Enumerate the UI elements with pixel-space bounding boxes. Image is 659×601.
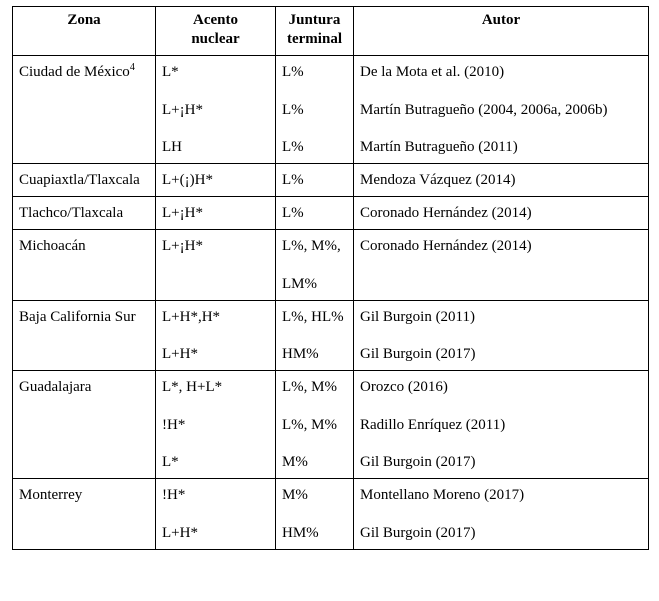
zona-text	[19, 307, 151, 345]
zona-text	[19, 485, 151, 523]
autor-line: Gil Burgoin (2017)	[360, 454, 476, 470]
acento-line: L+H*,H*	[162, 308, 221, 325]
acento-cell	[156, 300, 276, 371]
acento-line: !H*	[162, 416, 186, 433]
zona-label: Tlachco/Tlaxcala	[19, 205, 124, 221]
table-row	[13, 371, 649, 479]
zona-label: Guadalajara	[19, 379, 92, 395]
autor-cell	[354, 300, 649, 371]
autor-line: Mendoza Vázquez (2014)	[360, 172, 516, 188]
autor-line: Coronado Hernández (2014)	[360, 238, 532, 254]
header-acento-line-2: nuclear	[191, 31, 240, 47]
table-row	[13, 56, 649, 164]
zona-cell	[13, 197, 156, 230]
acento-line: L+¡H*	[162, 101, 203, 118]
autor-line: Gil Burgoin (2017)	[360, 346, 476, 362]
table-row	[13, 197, 649, 230]
zona-cell	[13, 164, 156, 197]
autor-line: Gil Burgoin (2017)	[360, 524, 476, 541]
acento-cell	[156, 56, 276, 164]
juntura-line: L%, HL%	[282, 308, 344, 325]
autor-line: Martín Butragueño (2011)	[360, 139, 518, 155]
autor-line: Montellano Moreno (2017)	[360, 487, 525, 503]
acento-cell	[156, 197, 276, 230]
autor-cell	[354, 197, 649, 230]
zona-label: Monterrey	[19, 487, 83, 503]
acento-line: L*, H+L*	[162, 379, 223, 395]
zona-label: Michoacán	[19, 238, 86, 254]
juntura-cell	[276, 371, 354, 479]
zona-cell	[13, 371, 156, 479]
acento-line: L+H*	[162, 524, 198, 541]
juntura-cell	[276, 300, 354, 371]
acento-cell	[156, 479, 276, 550]
autor-line: Gil Burgoin (2011)	[360, 308, 475, 325]
juntura-line: L%	[282, 101, 304, 118]
table-row	[13, 164, 649, 197]
header-autor: Autor	[354, 7, 649, 56]
table-body	[13, 56, 649, 550]
autor-line: Martín Butragueño (2004, 2006a, 2006b)	[360, 101, 608, 118]
acento-line: LH	[162, 139, 182, 155]
juntura-line: L%, M%	[282, 379, 337, 395]
zona-text	[19, 236, 151, 274]
zona-text	[19, 62, 151, 100]
acento-line: L+(¡)H*	[162, 172, 213, 188]
zona-text	[19, 377, 151, 415]
acento-cell	[156, 371, 276, 479]
autor-cell	[354, 479, 649, 550]
zona-cell	[13, 56, 156, 164]
juntura-line: M%	[282, 487, 308, 503]
zona-label: Baja California Sur	[19, 308, 136, 325]
acento-line: L+¡H*	[162, 205, 203, 221]
autor-line: De la Mota et al. (2010)	[360, 64, 505, 80]
acento-line: L+¡H*	[162, 238, 203, 254]
juntura-line: L%	[282, 205, 304, 221]
juntura-line: LM%	[282, 275, 317, 292]
zona-cell	[13, 230, 156, 301]
header-acento-line-1: Acento	[193, 12, 238, 28]
juntura-line: L%, M%,	[282, 238, 341, 254]
autor-cell	[354, 230, 649, 301]
acento-cell	[156, 164, 276, 197]
juntura-cell	[276, 197, 354, 230]
autor-line: Coronado Hernández (2014)	[360, 205, 532, 221]
header-zona: Zona	[13, 7, 156, 56]
footnote-marker: 4	[129, 62, 135, 73]
zona-label: Cuapiaxtla/Tlaxcala	[19, 172, 140, 188]
table-row	[13, 230, 649, 301]
acento-cell	[156, 230, 276, 301]
zona-text	[19, 170, 151, 192]
autor-line: Radillo Enríquez (2011)	[360, 416, 506, 433]
header-juntura-line-1: Juntura	[288, 12, 341, 28]
zona-cell	[13, 479, 156, 550]
table-row	[13, 479, 649, 550]
acento-line: L*	[162, 454, 179, 470]
juntura-cell	[276, 164, 354, 197]
juntura-cell	[276, 479, 354, 550]
header-acento-nuclear	[156, 7, 276, 56]
acento-line: L*	[162, 64, 179, 80]
juntura-line: L%	[282, 172, 304, 188]
acento-line: L+H*	[162, 346, 198, 362]
juntura-line: M%	[282, 454, 308, 470]
autor-cell	[354, 56, 649, 164]
juntura-cell	[276, 56, 354, 164]
zona-cell	[13, 300, 156, 371]
zona-label: Ciudad de México	[19, 64, 130, 80]
intonation-table	[12, 6, 649, 550]
autor-cell	[354, 164, 649, 197]
juntura-line: L%	[282, 64, 304, 80]
zona-text	[19, 203, 151, 225]
acento-line: !H*	[162, 487, 186, 503]
header-juntura-terminal	[276, 7, 354, 56]
acento-line	[162, 274, 271, 296]
autor-cell	[354, 371, 649, 479]
juntura-line: HM%	[282, 524, 319, 541]
header-row	[13, 7, 649, 56]
autor-line	[360, 274, 644, 296]
header-juntura-line-2: terminal	[287, 31, 342, 47]
autor-line: Orozco (2016)	[360, 379, 448, 395]
juntura-cell	[276, 230, 354, 301]
table-row	[13, 300, 649, 371]
juntura-line: L%, M%	[282, 416, 337, 433]
juntura-line: L%	[282, 139, 304, 155]
juntura-line: HM%	[282, 346, 319, 362]
